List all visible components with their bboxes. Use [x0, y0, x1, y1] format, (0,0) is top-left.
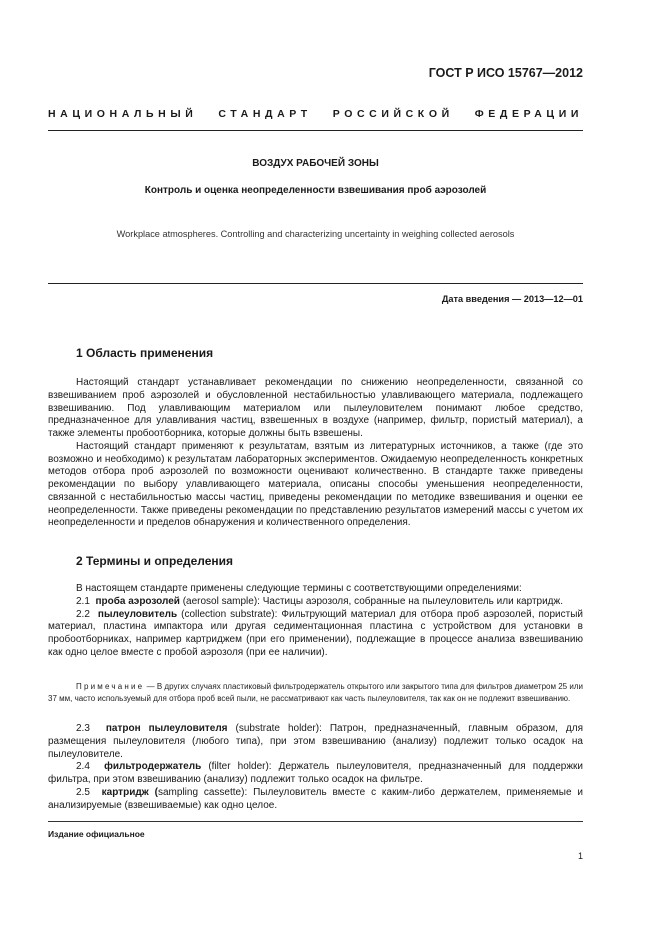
page-number: 1 [577, 851, 583, 861]
english-title: Workplace atmospheres. Controlling and characterizing uncertainty in weighing collected aerosols [116, 229, 515, 239]
title-divider [48, 283, 583, 284]
term-2-5-number: 2.5 [76, 786, 90, 798]
term-2-4 [48, 761, 583, 787]
section-2-terms-a [48, 583, 583, 660]
banner-word-4: ФЕДЕРАЦИИ [474, 108, 583, 120]
note-label: Примечание [76, 682, 145, 691]
term-2-3 [48, 723, 583, 761]
document-subtitle: Контроль и оценка неопределенности взвешивания проб аэрозолей [144, 185, 487, 196]
term-2-5-term: картридж ( [101, 786, 158, 798]
section-1-paragraph-1: Настоящий стандарт устанавливает рекомендации по снижению неопределенности, связанной со взвешиванием проб аэрозолей и обусловленной нестабильностью улавливающего материала, подлежащего взвешиванию. Под улавливающим материалом или пылеуловителем понимают любое средство, предназначенное для улавливания частиц, взвешенных в воздухе (например, фильтр, пористый материал), а также элементы пробоотборника, которые должны быть взвешены. [48, 377, 583, 439]
term-2-2-definition: (collection substrate): Фильтрующий материал для отбора проб аэрозолей, пористый материал, пластина импактора или другая седиментационная пластина с устройством для установки в пробоотборниках, например картриджем (при его применении), подлежащие в процессе анализа взвешиванию как одно целое вместе с пробой аэрозоля (при ее наличии). [48, 608, 583, 658]
document-title: ВОЗДУХ РАБОЧЕЙ ЗОНЫ [252, 158, 379, 169]
term-2-3-definition: (substrate holder): Патрон, предназначенный, главным образом, для размещения пылеуловителя (любого типа), при этом взвешиванию (анализу) подлежит только осадок на пылеуловителе. [48, 723, 583, 760]
note-text: — В других случаях пластиковый фильтродержатель открытого или закрытого типа для фильтров диаметром 25 или 37 мм, часто используемый для отбора проб всей пыли, не рассматривают как часть пылеуловителя, так как он не подлежит взвешиванию. [48, 682, 583, 703]
section-2-terms-b [48, 723, 583, 812]
section-2-heading: 2 Термины и определения [76, 554, 234, 568]
banner-word-1: НАЦИОНАЛЬНЫЙ [48, 108, 198, 120]
term-2-2-number: 2.2 [76, 608, 90, 620]
term-2-3-term: патрон пылеуловителя [105, 723, 228, 734]
introduction-date: Дата введения — 2013—12—01 [441, 294, 583, 304]
banner-word-3: РОССИЙСКОЙ [332, 108, 454, 120]
term-2-5 [48, 787, 583, 813]
term-2-1-definition: (aerosol sample): Частицы аэрозоля, собранные на пылеуловитель или картридж. [179, 595, 563, 607]
term-2-5-definition: sampling cassette): Пылеуловитель вместе с каким-либо держателем, применяемые и анализируемые (взвешиваемые) как одно целое. [48, 786, 584, 811]
section-1-body [48, 377, 583, 530]
term-2-4-definition: (filter holder): Держатель пылеуловителя, предназначенный для поддержки фильтра, при этом взвешиванию (анализу) подлежит только осадок на фильтре. [48, 761, 583, 785]
term-2-4-term: фильтродержатель [104, 761, 202, 773]
official-edition-label: Издание официальное [48, 829, 145, 839]
term-2-2-term: пылеуловитель [97, 608, 178, 620]
term-2-1 [48, 596, 583, 609]
section-1-heading: 1 Область применения [76, 346, 214, 360]
banner-word-2: СТАНДАРТ [218, 108, 312, 120]
term-2-4-number: 2.4 [76, 761, 90, 773]
term-2-2 [48, 609, 583, 660]
term-2-3-number: 2.3 [76, 723, 90, 734]
section-1-paragraph-2: Настоящий стандарт применяют к результатам, взятым из литературных источников, а также (где это возможно и необходимо) к результатам лабораторных экспериментов. Ожидаемую неопределенность конкретных методов отбора проб аэрозолей по возможности оценивают количественно. В стандарте также приведены рекомендации по выбору улавливающего материала, описаны способы уменьшения неопределенности, связанной с нестабильностью массы частиц, приведены рекомендации по методике взвешивания и оценки ее неопределенности. Также приведены рекомендации по представлению результатов измерений массы с учетом их неопределенности и пределов обнаружения и количественного определения. [48, 440, 583, 529]
terms-intro: В настоящем стандарте применены следующие термины с соответствующими определениями: [76, 583, 522, 594]
term-2-1-number: 2.1 [76, 595, 90, 607]
footer-divider [48, 821, 583, 822]
term-note [48, 681, 583, 704]
term-2-1-term: проба аэрозолей [95, 595, 180, 607]
national-standard-banner [48, 108, 583, 120]
top-divider [48, 130, 583, 131]
document-id: ГОСТ Р ИСО 15767—2012 [428, 66, 583, 80]
